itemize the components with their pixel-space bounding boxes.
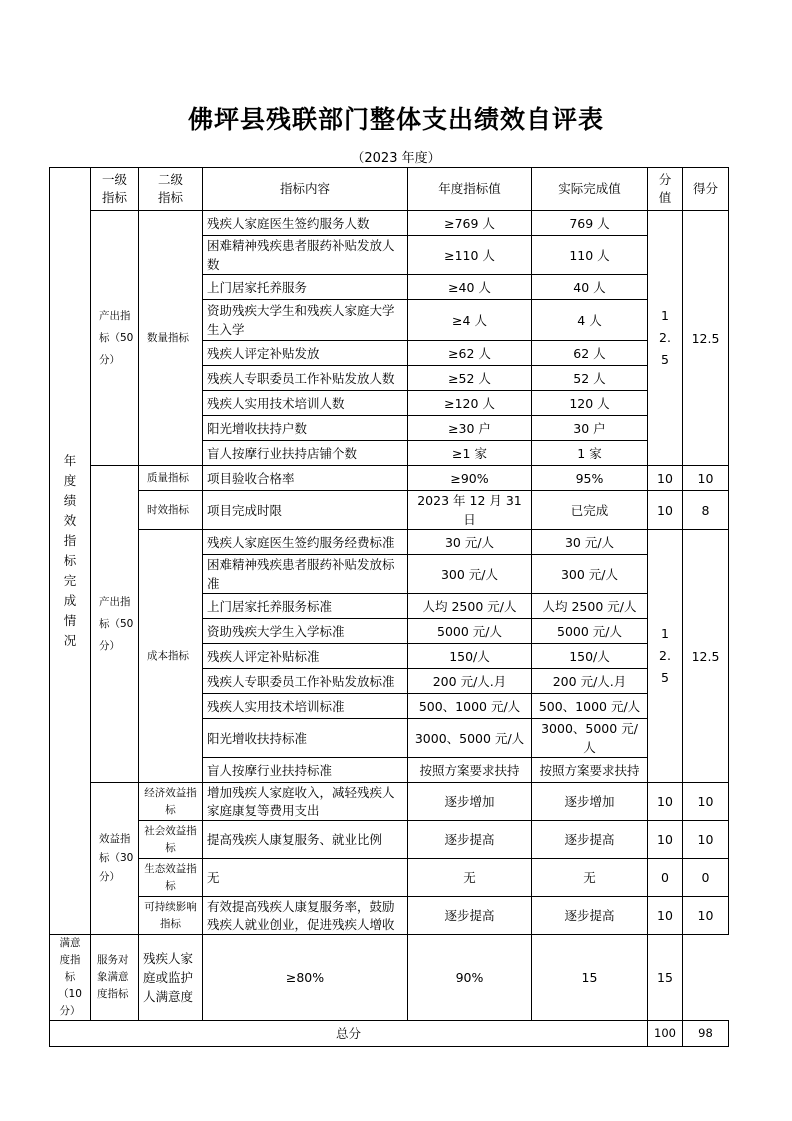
indicator-target: ≥40 人 (408, 275, 532, 300)
header-weight: 分值 (648, 168, 683, 211)
indicator-content: 残疾人专职委员工作补贴发放标准 (203, 669, 408, 694)
table-body (50, 168, 729, 1047)
indicator-target: 200 元/人.月 (408, 669, 532, 694)
indicator-content: 上门居家托养服务 (203, 275, 408, 300)
indicator-target: ≥62 人 (408, 341, 532, 366)
indicator-actual: 769 人 (532, 211, 648, 236)
benefit-row (50, 859, 729, 897)
benefit-row (50, 821, 729, 859)
quantity-row (50, 211, 729, 236)
level2-benefit: 生态效益指标 (139, 859, 203, 897)
indicator-content: 增加残疾人家庭收入，减轻残疾人家庭康复等费用支出 (203, 783, 408, 821)
indicator-content: 提高残疾人康复服务、就业比例 (203, 821, 408, 859)
benefit-weight: 10 (648, 783, 683, 821)
timeliness-weight: 10 (648, 491, 683, 530)
indicator-target: ≥1 家 (408, 441, 532, 466)
indicator-actual: 62 人 (532, 341, 648, 366)
indicator-content: 残疾人实用技术培训标准 (203, 694, 408, 719)
indicator-target: ≥120 人 (408, 391, 532, 416)
indicator-content: 残疾人家庭医生签约服务经费标准 (203, 530, 408, 555)
indicator-content: 阳光增收扶持标准 (203, 719, 408, 758)
level2-benefit: 经济效益指标 (139, 783, 203, 821)
indicator-content: 残疾人实用技术培训人数 (203, 391, 408, 416)
indicator-target: 人均 2500 元/人 (408, 594, 532, 619)
indicator-target: 150/人 (408, 644, 532, 669)
level2-benefit: 社会效益指标 (139, 821, 203, 859)
evaluation-table (49, 167, 729, 1047)
indicator-target: ≥110 人 (408, 236, 532, 275)
satisfaction-score: 15 (648, 935, 683, 1021)
indicator-content: 残疾人家庭医生签约服务人数 (203, 211, 408, 236)
header-level1: 一级指标 (91, 168, 139, 211)
indicator-actual: 人均 2500 元/人 (532, 594, 648, 619)
indicator-actual: 逐步增加 (532, 783, 648, 821)
cost-score: 12.5 (683, 530, 729, 783)
benefit-score: 10 (683, 897, 729, 935)
indicator-actual: 按照方案要求扶持 (532, 758, 648, 783)
level1-output: 产出指标（50分） (91, 211, 139, 466)
indicator-actual: 52 人 (532, 366, 648, 391)
quality-score: 10 (683, 466, 729, 491)
satisfaction-row (50, 935, 729, 1021)
benefit-score: 10 (683, 821, 729, 859)
header-level2: 二级指标 (139, 168, 203, 211)
header-target: 年度指标值 (408, 168, 532, 211)
indicator-content: 困难精神残疾患者服药补贴发放人数 (203, 236, 408, 275)
indicator-content: 困难精神残疾患者服药补贴发放标准 (203, 555, 408, 594)
total-score: 98 (683, 1021, 729, 1047)
timeliness-score: 8 (683, 491, 729, 530)
indicator-content: 残疾人评定补贴发放 (203, 341, 408, 366)
indicator-content: 项目完成时限 (203, 491, 408, 530)
indicator-target: ≥30 户 (408, 416, 532, 441)
indicator-actual: 90% (408, 935, 532, 1021)
indicator-content: 有效提高残疾人康复服务率，鼓励残疾人就业创业，促进残疾人增收 (203, 897, 408, 935)
indicator-content: 资助残疾大学生和残疾人家庭大学生入学 (203, 300, 408, 341)
indicator-target: 300 元/人 (408, 555, 532, 594)
indicator-actual: 110 人 (532, 236, 648, 275)
level2-timeliness: 时效指标 (139, 491, 203, 530)
quality-row (50, 466, 729, 491)
header-content: 指标内容 (203, 168, 408, 211)
indicator-target: 逐步增加 (408, 783, 532, 821)
indicator-target: ≥90% (408, 466, 532, 491)
indicator-actual: 无 (532, 859, 648, 897)
total-weight: 100 (648, 1021, 683, 1047)
benefit-row (50, 897, 729, 935)
indicator-target: ≥80% (203, 935, 408, 1021)
indicator-target: 3000、5000 元/人 (408, 719, 532, 758)
header-actual: 实际完成值 (532, 168, 648, 211)
indicator-target: 逐步提高 (408, 897, 532, 935)
indicator-target: 2023 年 12 月 31 日 (408, 491, 532, 530)
page-subtitle: （2023 年度） (351, 151, 441, 166)
indicator-actual: 300 元/人 (532, 555, 648, 594)
indicator-content: 残疾人专职委员工作补贴发放人数 (203, 366, 408, 391)
timeliness-row (50, 491, 729, 530)
total-row (50, 1021, 729, 1047)
indicator-target: 30 元/人 (408, 530, 532, 555)
indicator-target: 逐步提高 (408, 821, 532, 859)
indicator-actual: 150/人 (532, 644, 648, 669)
quantity-score: 12.5 (683, 211, 729, 466)
page-title: 佛坪县残联部门整体支出绩效自评表 (187, 105, 604, 134)
level2-quality: 质量指标 (139, 466, 203, 491)
header-score: 得分 (683, 168, 729, 211)
indicator-content: 残疾人评定补贴标准 (203, 644, 408, 669)
benefit-score: 10 (683, 783, 729, 821)
indicator-actual: 30 户 (532, 416, 648, 441)
header-row (50, 168, 729, 211)
benefit-score: 0 (683, 859, 729, 897)
indicator-actual: 4 人 (532, 300, 648, 341)
indicator-actual: 95% (532, 466, 648, 491)
indicator-target: ≥4 人 (408, 300, 532, 341)
indicator-actual: 逐步提高 (532, 897, 648, 935)
indicator-content: 盲人按摩行业扶持标准 (203, 758, 408, 783)
indicator-actual: 500、1000 元/人 (532, 694, 648, 719)
level2-benefit: 可持续影响指标 (139, 897, 203, 935)
quality-weight: 10 (648, 466, 683, 491)
cost-weight: 12.5 (648, 530, 683, 783)
indicator-content: 项目验收合格率 (203, 466, 408, 491)
indicator-target: 按照方案要求扶持 (408, 758, 532, 783)
benefit-weight: 0 (648, 859, 683, 897)
indicator-actual: 1 家 (532, 441, 648, 466)
indicator-actual: 40 人 (532, 275, 648, 300)
indicator-content: 阳光增收扶持户数 (203, 416, 408, 441)
indicator-actual: 逐步提高 (532, 821, 648, 859)
benefit-weight: 10 (648, 897, 683, 935)
indicator-actual: 200 元/人.月 (532, 669, 648, 694)
side-label: 年度绩效指标完成情况 (50, 168, 91, 935)
indicator-content: 盲人按摩行业扶持店铺个数 (203, 441, 408, 466)
indicator-content: 上门居家托养服务标准 (203, 594, 408, 619)
indicator-target: 无 (408, 859, 532, 897)
level2-quantity: 数量指标 (139, 211, 203, 466)
level1-output: 产出指标（50分） (91, 466, 139, 783)
benefit-weight: 10 (648, 821, 683, 859)
indicator-actual: 已完成 (532, 491, 648, 530)
level1-satisfaction: 满意度指标（10分） (50, 935, 91, 1021)
indicator-content: 资助残疾大学生入学标准 (203, 619, 408, 644)
benefit-row (50, 783, 729, 821)
indicator-target: 500、1000 元/人 (408, 694, 532, 719)
cost-row (50, 530, 729, 555)
level1-benefit: 效益指标（30分） (91, 783, 139, 935)
indicator-actual: 30 元/人 (532, 530, 648, 555)
indicator-target: ≥769 人 (408, 211, 532, 236)
indicator-actual: 3000、5000 元/人 (532, 719, 648, 758)
indicator-target: ≥52 人 (408, 366, 532, 391)
level2-cost: 成本指标 (139, 530, 203, 783)
indicator-content: 残疾人家庭或监护人满意度 (139, 935, 203, 1021)
satisfaction-weight: 15 (532, 935, 648, 1021)
quantity-weight: 12.5 (648, 211, 683, 466)
indicator-target: 5000 元/人 (408, 619, 532, 644)
total-label: 总分 (50, 1021, 648, 1047)
indicator-content: 无 (203, 859, 408, 897)
indicator-actual: 120 人 (532, 391, 648, 416)
indicator-actual: 5000 元/人 (532, 619, 648, 644)
level2-satisfaction: 服务对象满意度指标 (91, 935, 139, 1021)
